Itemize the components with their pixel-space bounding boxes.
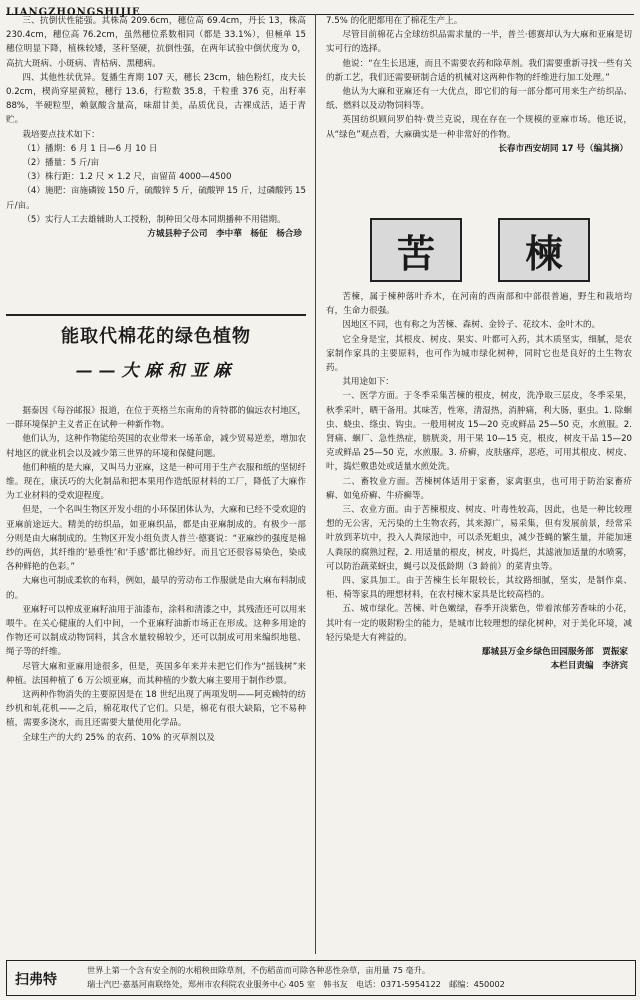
paragraph: 二、畜牧业方面。苦楝树体适用于家畜，家禽驱虫，也可用于防治家畜疥癣、如兔疥癣、牛疥癣等。 <box>326 476 632 501</box>
paragraph: 它全身是宝，其根皮、树皮、果实、叶都可入药，其木质坚实，细腻，是农家制作家具的主要原料，也可作为城市绿化树种，同时它也是良好的土生物农药。 <box>326 334 632 374</box>
paragraph: （2）播量：5 斤/亩 <box>22 158 100 169</box>
paragraph: 三、农业方面。由于苦楝根皮、树皮、叶毒性较高，因此，也是一种比较理想的无公害，无污染的土生物农药，其来源广，易采集，但有发展前景，经常采叶放到茅坑中，投入人粪尿池中，可以杀死蛆虫，减少苍蝇的繁生量，并能加速人粪尿的腐熟过程，2. 用适量的根皮，树皮，叶捣烂，其滤液加适量的水喷雾，可以防治蔬菜蚜虫，蝇弓以及低龄期（3 龄前）的菜青虫等。 <box>326 505 632 572</box>
paragraph: 五、城市绿化。苦楝、叶色嫩绿，春季开淡紫色，带着浓郁芳香味的小花，其叶有一定的吸附粉尘的能力，是城市比较理想的绿化树种，对于美化环境，减轻污染是大有裨益的。 <box>326 604 632 643</box>
paragraph: 亚麻籽可以榨成亚麻籽油用于油漆布，涂料和清漆之中，其残渣还可以用来喂牛。在关心健康的人们中间，一个亚麻籽油新市场正在形成。这种多用途的作物还可以制成动物饲料，其含水量较棉较少，还可以制成可用来编织地毯、绳子等的纤维。 <box>6 604 306 658</box>
paragraph: （5）实行人工去雄辅助人工授粉，制种田父母本同期播种不用错期。 <box>22 214 286 225</box>
ad-contact-line: 瑞士汽巴·嘉基河南联络处，郑州市农科院农业服务中心 405 室 韩书友 电话：0371-5954122 邮编：450002 <box>87 979 505 989</box>
paragraph: 四、其他性状优异。复播生育期 107 天，穗长 23cm，轴色粉红，皮夫长 0.2cm，楔尚穿屋黄粒，穗行 13.6，行粒数 35.8，千粒重 376 克，出籽率 88%，半硬粒型，赖氨酸含量高，味甜甘美，品质优良，古裸成活，适于青贮。 <box>6 72 306 126</box>
article-title-art <box>330 210 628 290</box>
paragraph: 他们种植的是大麻，又叫马力亚麻，这是一种可用于生产衣服和纸的坚韧纤维。现在，康沃巧的大化制品和把本果用作造纸原材料的工厂，降低了大麻作为工业材料的受欢迎程度。 <box>6 462 306 502</box>
byline: 鄢城县万金乡绿色田园服务部 贾振家 <box>481 647 628 658</box>
ad-line: 世界上第一个含有安全剂的水稻秧田除草剂，不伤稻苗而可除各种恶性杂草，亩用量 75 毫升。 <box>87 965 431 975</box>
section-divider <box>6 314 306 316</box>
title-char-ku: 苦 <box>370 218 462 282</box>
paragraph: 其用途如下： <box>342 377 394 388</box>
paragraph: 他认为大麻和亚麻还有一大优点，即它们的每一部分都可用来生产纺织品、纸、燃料以及动物饲料等。 <box>326 87 632 112</box>
editor-credit: 本栏目责编 李济宾 <box>550 661 628 672</box>
ad-text <box>87 963 627 991</box>
ad-product-name: 扫弗特 <box>15 972 57 988</box>
masthead <box>6 0 634 18</box>
paragraph: 英国纺织顾问罗伯特·费兰克说，现在存在一个规模的亚麻市场。他还说，从“绿色”观点看，大麻确实是一种非常好的作物。 <box>326 115 632 140</box>
right-top-article <box>326 14 632 156</box>
article-title-block <box>6 318 306 406</box>
masthead-title: LIANGZHONGSHIJIE <box>6 7 141 18</box>
paragraph: 尽管目前棉花占全球纺织品需求量的一半，普兰·德赛却认为大麻和亚麻是切实可行的选择。 <box>326 30 632 55</box>
byline: 长春市西安胡同 17 号（编其摘） <box>498 143 628 154</box>
title-char-lian: 楝 <box>498 218 590 282</box>
paragraph: 这两种作物消失的主要原因是在 18 世纪出现了两项发明——阿克赖特的纺纱机和轧花机——之后，棉花取代了它们。只是，棉花有很大缺陷，它不易种植，需要多浇水，而且还需要大量使用化学品。 <box>6 690 306 729</box>
paragraph: 苦楝，属于楝种落叶乔木，在河南的西南部和中部很普遍，野生和栽培均有，生命力很强。 <box>326 292 632 317</box>
paragraph: 全球生产的大约 25% 的农药、10% 的灭草剂以及 <box>22 732 215 743</box>
paragraph: 但是，一个名叫生物区开发小组的小环保团体认为，大麻和已经不受欢迎的亚麻前途远大。精美的纺织品，如亚麻织品，都是由亚麻制成的。有极少一部分则是由大麻制成的。生物区开发小组负责人普兰·德赛说：“亚麻纱的强度是棉纱的两倍，其纤维的‘悬垂性’和‘手感’都比棉纱好。而且它还很容易染色，染成各种鲜艳的色彩。” <box>6 505 306 573</box>
byline: 方城县种子公司 李中華 杨征 杨合珍 <box>147 229 302 240</box>
paragraph: （4）施肥：亩施磷铵 150 斤，硫酸锌 5 斤，硫酸钾 15 斤，过磷酸钙 15 斤/亩。 <box>6 186 306 211</box>
paragraph: 大麻也可制成柔软的布料，例如，最早的劳动布工作服就是由大麻布料制成的。 <box>6 576 306 601</box>
right-body-article <box>326 290 632 673</box>
article-title: 能取代棉花的绿色植物 <box>61 326 251 347</box>
paragraph: 栽培要点技术如下： <box>22 129 100 140</box>
paragraph: 尽管大麻和亚麻用途很多，但是，英国多年来并未把它们作为“摇钱树”来种植。法国种植了 6 万公顷亚麻，而其种植的少数大麻主要用于制作纱票。 <box>6 661 306 686</box>
advertisement-box <box>6 960 636 996</box>
paragraph: （3）株行距：1.2 尺 × 1.2 尺，亩留苗 4000—4500 <box>22 172 232 183</box>
paragraph: 他们认为，这种作物能给英国的农业带来一场革命，减少贸易逆差，增加农村地区的就业机会以及减少第三世界的环境和保健问题。 <box>6 434 306 459</box>
paragraph: 三、抗倒伏性能强。其株高 209.6cm，穗位高 69.4cm，丹长 13，株高 230.4cm，穗位高 76.2cm，虽然穗位系数相同（都是 33.1%），但極单 15 穗位明显下降，植株较矮，茎秆坚硬，抗倒性强，在两年试验中倒伏度为 0，高抗大斑病、小斑病、青枯病、黑穗病。 <box>6 16 306 69</box>
paragraph: 7.5% 的化肥都用在了棉花生产上。 <box>326 16 463 26</box>
paragraph: 他说：“在生长迅速，而且不需要农药和除草剂。我们需要重新寻找一些有关的新工艺，我们还需要研制合适的机械对这两种作物的纤维进行加工处理。” <box>326 58 632 83</box>
left-body-article <box>6 404 306 745</box>
paragraph: 据泰因《每谷邮报》报道，在位于英格兰东南角的肯特郡的偏远农村地区，一群环境保护主义者正在试种一种新作物。 <box>6 406 306 431</box>
paragraph: 一、医学方面。于冬季采集苦楝的根皮，树皮，洗净取三层皮，冬季采果，秋季采叶，晒干备用。其味苦，性寒，清湿热，消肿痛，利大肠，驱虫。1. 除蛔虫、蛲虫、绦虫、钩虫。一般用树皮 15—20 克或鲜品 25—50 克，水煎服。2. 肾痛、蛔厂、急性热症，膀胱炎，用干果 10—15 克，根皮，树皮干品 15—20 克或鲜品 25—50 克，水煎服。3. 疥癣，皮肤瘙痒，恶疮，可用其根皮、树皮、叶，捣烂敷患处或适量水煎处洗。 <box>326 391 632 473</box>
article-subtitle: ——大麻和亚麻 <box>75 361 237 381</box>
paragraph: （1）播期：6 月 1 日—6 月 10 日 <box>22 143 158 154</box>
left-top-article <box>6 14 306 241</box>
paragraph: 因地区不同，也有称之为苦楝、森树、金铃子、花纹木、金叶木的。 <box>342 320 601 331</box>
paragraph: 四、家具加工。由于苦楝生长年限较长，其纹路细腻，坚实，是制作桌、柜、椅等家具的理想材料，在农村楝木家具是比较高档的。 <box>326 576 632 601</box>
column-divider <box>315 14 316 954</box>
